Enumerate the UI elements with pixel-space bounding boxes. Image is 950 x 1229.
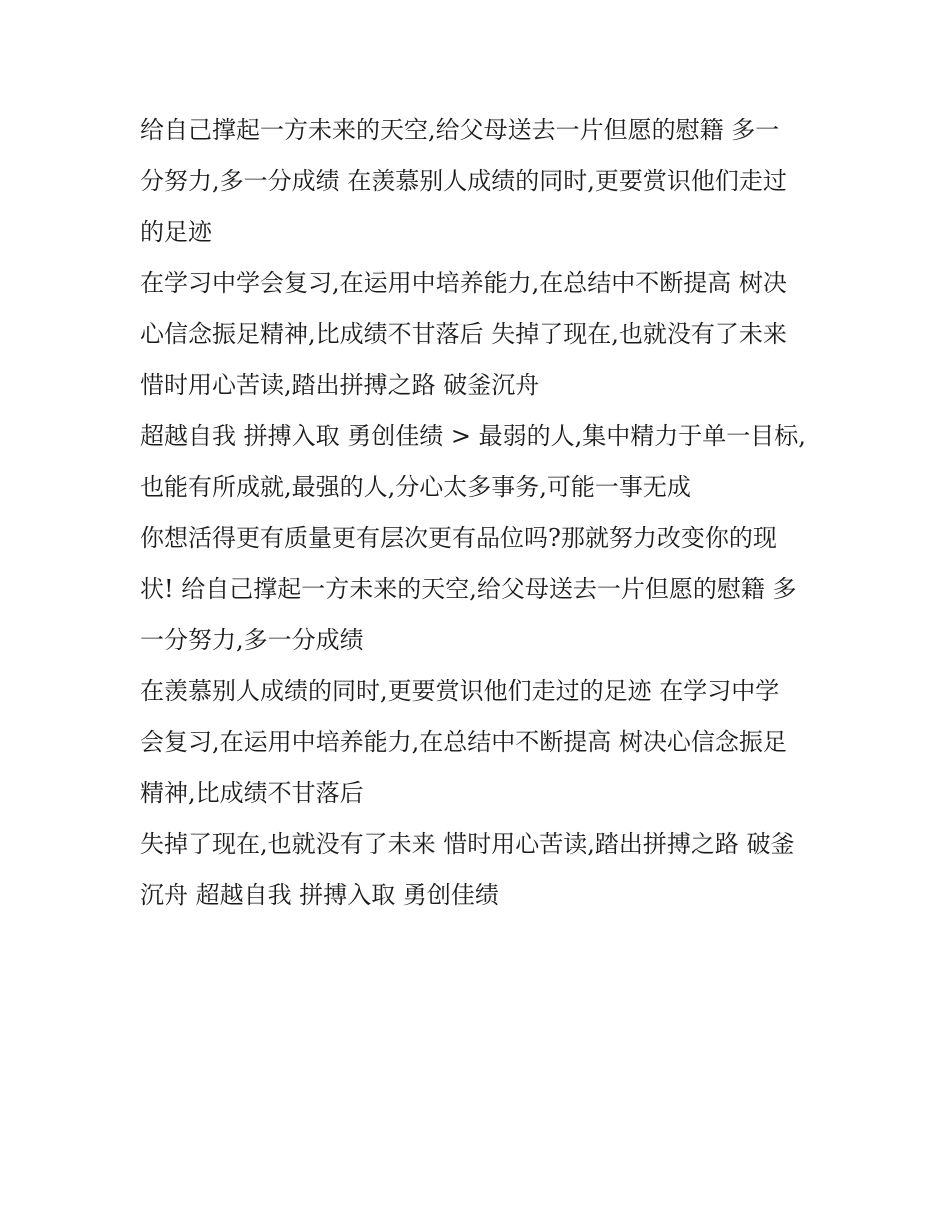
text-line: 超越自我 拼搏入取 勇创佳绩 > 最弱的人,集中精力于单一目标, [140, 422, 806, 450]
text-line: 心信念振足精神,比成绩不甘落后 失掉了现在,也就没有了未来 [140, 320, 787, 348]
text-line: 给自己撑起一方未来的天空,给父母送去一片但愿的慰籍 多一 [140, 116, 780, 144]
text-line: 在羡慕别人成绩的同时,更要赏识他们走过的足迹 在学习中学 [140, 677, 780, 705]
text-line: 沉舟 超越自我 拼搏入取 勇创佳绩 [140, 881, 499, 909]
text-line: 也能有所成就,最强的人,分心太多事务,可能一事无成 [140, 473, 691, 501]
text-line: 状! 给自己撑起一方未来的天空,给父母送去一片但愿的慰籍 多 [140, 575, 797, 603]
text-line: 一分努力,多一分成绩 [140, 626, 364, 654]
text-line: 你想活得更有质量更有层次更有品位吗?那就努力改变你的现 [140, 524, 777, 552]
text-line: 失掉了现在,也就没有了未来 惜时用心苦读,踏出拼搏之路 破釜 [140, 830, 795, 858]
text-line: 会复习,在运用中培养能力,在总结中不断提高 树决心信念振足 [140, 728, 787, 756]
text-line: 的足迹 [140, 218, 212, 246]
text-line: 分努力,多一分成绩 在羡慕别人成绩的同时,更要赏识他们走过 [140, 167, 787, 195]
text-line: 惜时用心苦读,踏出拼搏之路 破釜沉舟 [140, 371, 540, 399]
text-line: 精神,比成绩不甘落后 [140, 779, 364, 807]
text-line: 在学习中学会复习,在运用中培养能力,在总结中不断提高 树决 [140, 269, 787, 297]
document-body [140, 105, 815, 921]
